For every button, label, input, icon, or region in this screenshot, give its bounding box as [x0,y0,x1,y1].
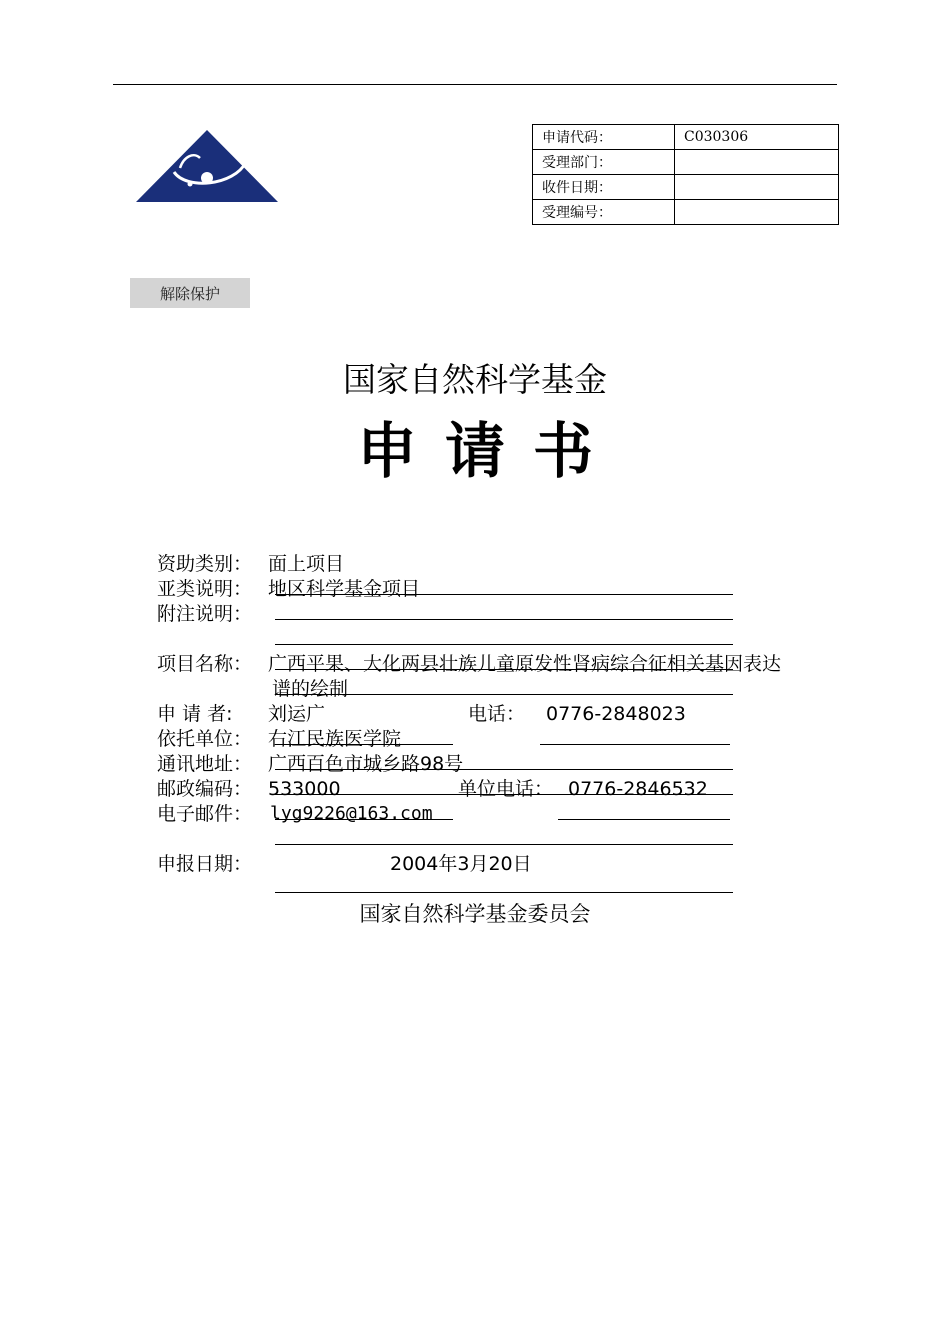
table-row [533,125,839,150]
table-label: 受理编号： [533,200,675,225]
institution-label: 依托单位： [157,728,253,750]
project-name-label: 项目名称： [157,653,253,675]
project-name-value-2: 谱的绘制 [272,678,349,700]
institution-value: 右江民族医学院 [268,728,402,750]
email-underline [275,819,453,820]
postcode-label: 邮政编码： [157,778,253,800]
table-label: 收件日期： [533,175,675,200]
top-rule [113,84,837,85]
logo-dot-small [188,182,193,187]
phone-value: 0776-2848023 [546,703,686,725]
subtype-label: 亚类说明： [157,578,253,600]
project-name-underline-2 [275,694,733,695]
date-label: 申报日期： [157,853,253,875]
postcode-value: 533000 [268,778,341,800]
phone-label: 电话： [468,703,526,725]
unit-phone-label: 单位电话： [458,778,554,800]
applicant-value: 刘运广 [268,703,326,725]
applicant-label: 申 请 者: [157,703,233,725]
nsfc-logo [134,128,280,204]
funding-type-label: 资助类别： [157,553,253,575]
table-value [675,175,839,200]
table-value [675,200,839,225]
note-underline-2 [275,644,733,645]
unit-phone-value: 0776-2846532 [568,778,708,800]
postcode-underline [275,794,733,795]
table-row [533,175,839,200]
document-title: 申请书 [357,417,621,487]
project-name-value: 广西平果、大化两县壮族儿童原发性肾病综合征相关基因表达 [268,653,782,675]
date-value: 2004年3月20日 [390,853,532,875]
logo-dot [201,172,213,184]
address-value: 广西百色市城乡路98号 [268,753,464,775]
email-underline-3 [275,844,733,845]
project-name-underline [275,669,733,670]
subtype-underline [275,594,733,595]
note-label: 附注说明： [157,603,253,625]
institution-underline-2 [540,744,730,745]
table-value: C030306 [675,125,839,150]
funding-type-value: 面上项目 [268,553,345,575]
logo-triangle [136,130,278,202]
email-value: lyg9226@163.com [270,803,433,824]
address-underline [275,769,733,770]
address-label: 通讯地址： [157,753,253,775]
table-label: 申请代码： [533,125,675,150]
subtype-value: 地区科学基金项目 [268,578,421,600]
note-underline [275,619,733,620]
institution-underline [275,744,453,745]
unprotect-button[interactable]: 解除保护 [130,278,250,308]
table-value [675,150,839,175]
table-row [533,150,839,175]
page-title: 国家自然科学基金 [343,360,607,399]
footer-organization: 国家自然科学基金委员会 [359,902,591,926]
table-row [533,200,839,225]
header-info-table [532,124,839,225]
table-label: 受理部门： [533,150,675,175]
email-underline-2 [558,819,730,820]
email-label: 电子邮件： [157,803,253,825]
date-underline [275,892,733,893]
